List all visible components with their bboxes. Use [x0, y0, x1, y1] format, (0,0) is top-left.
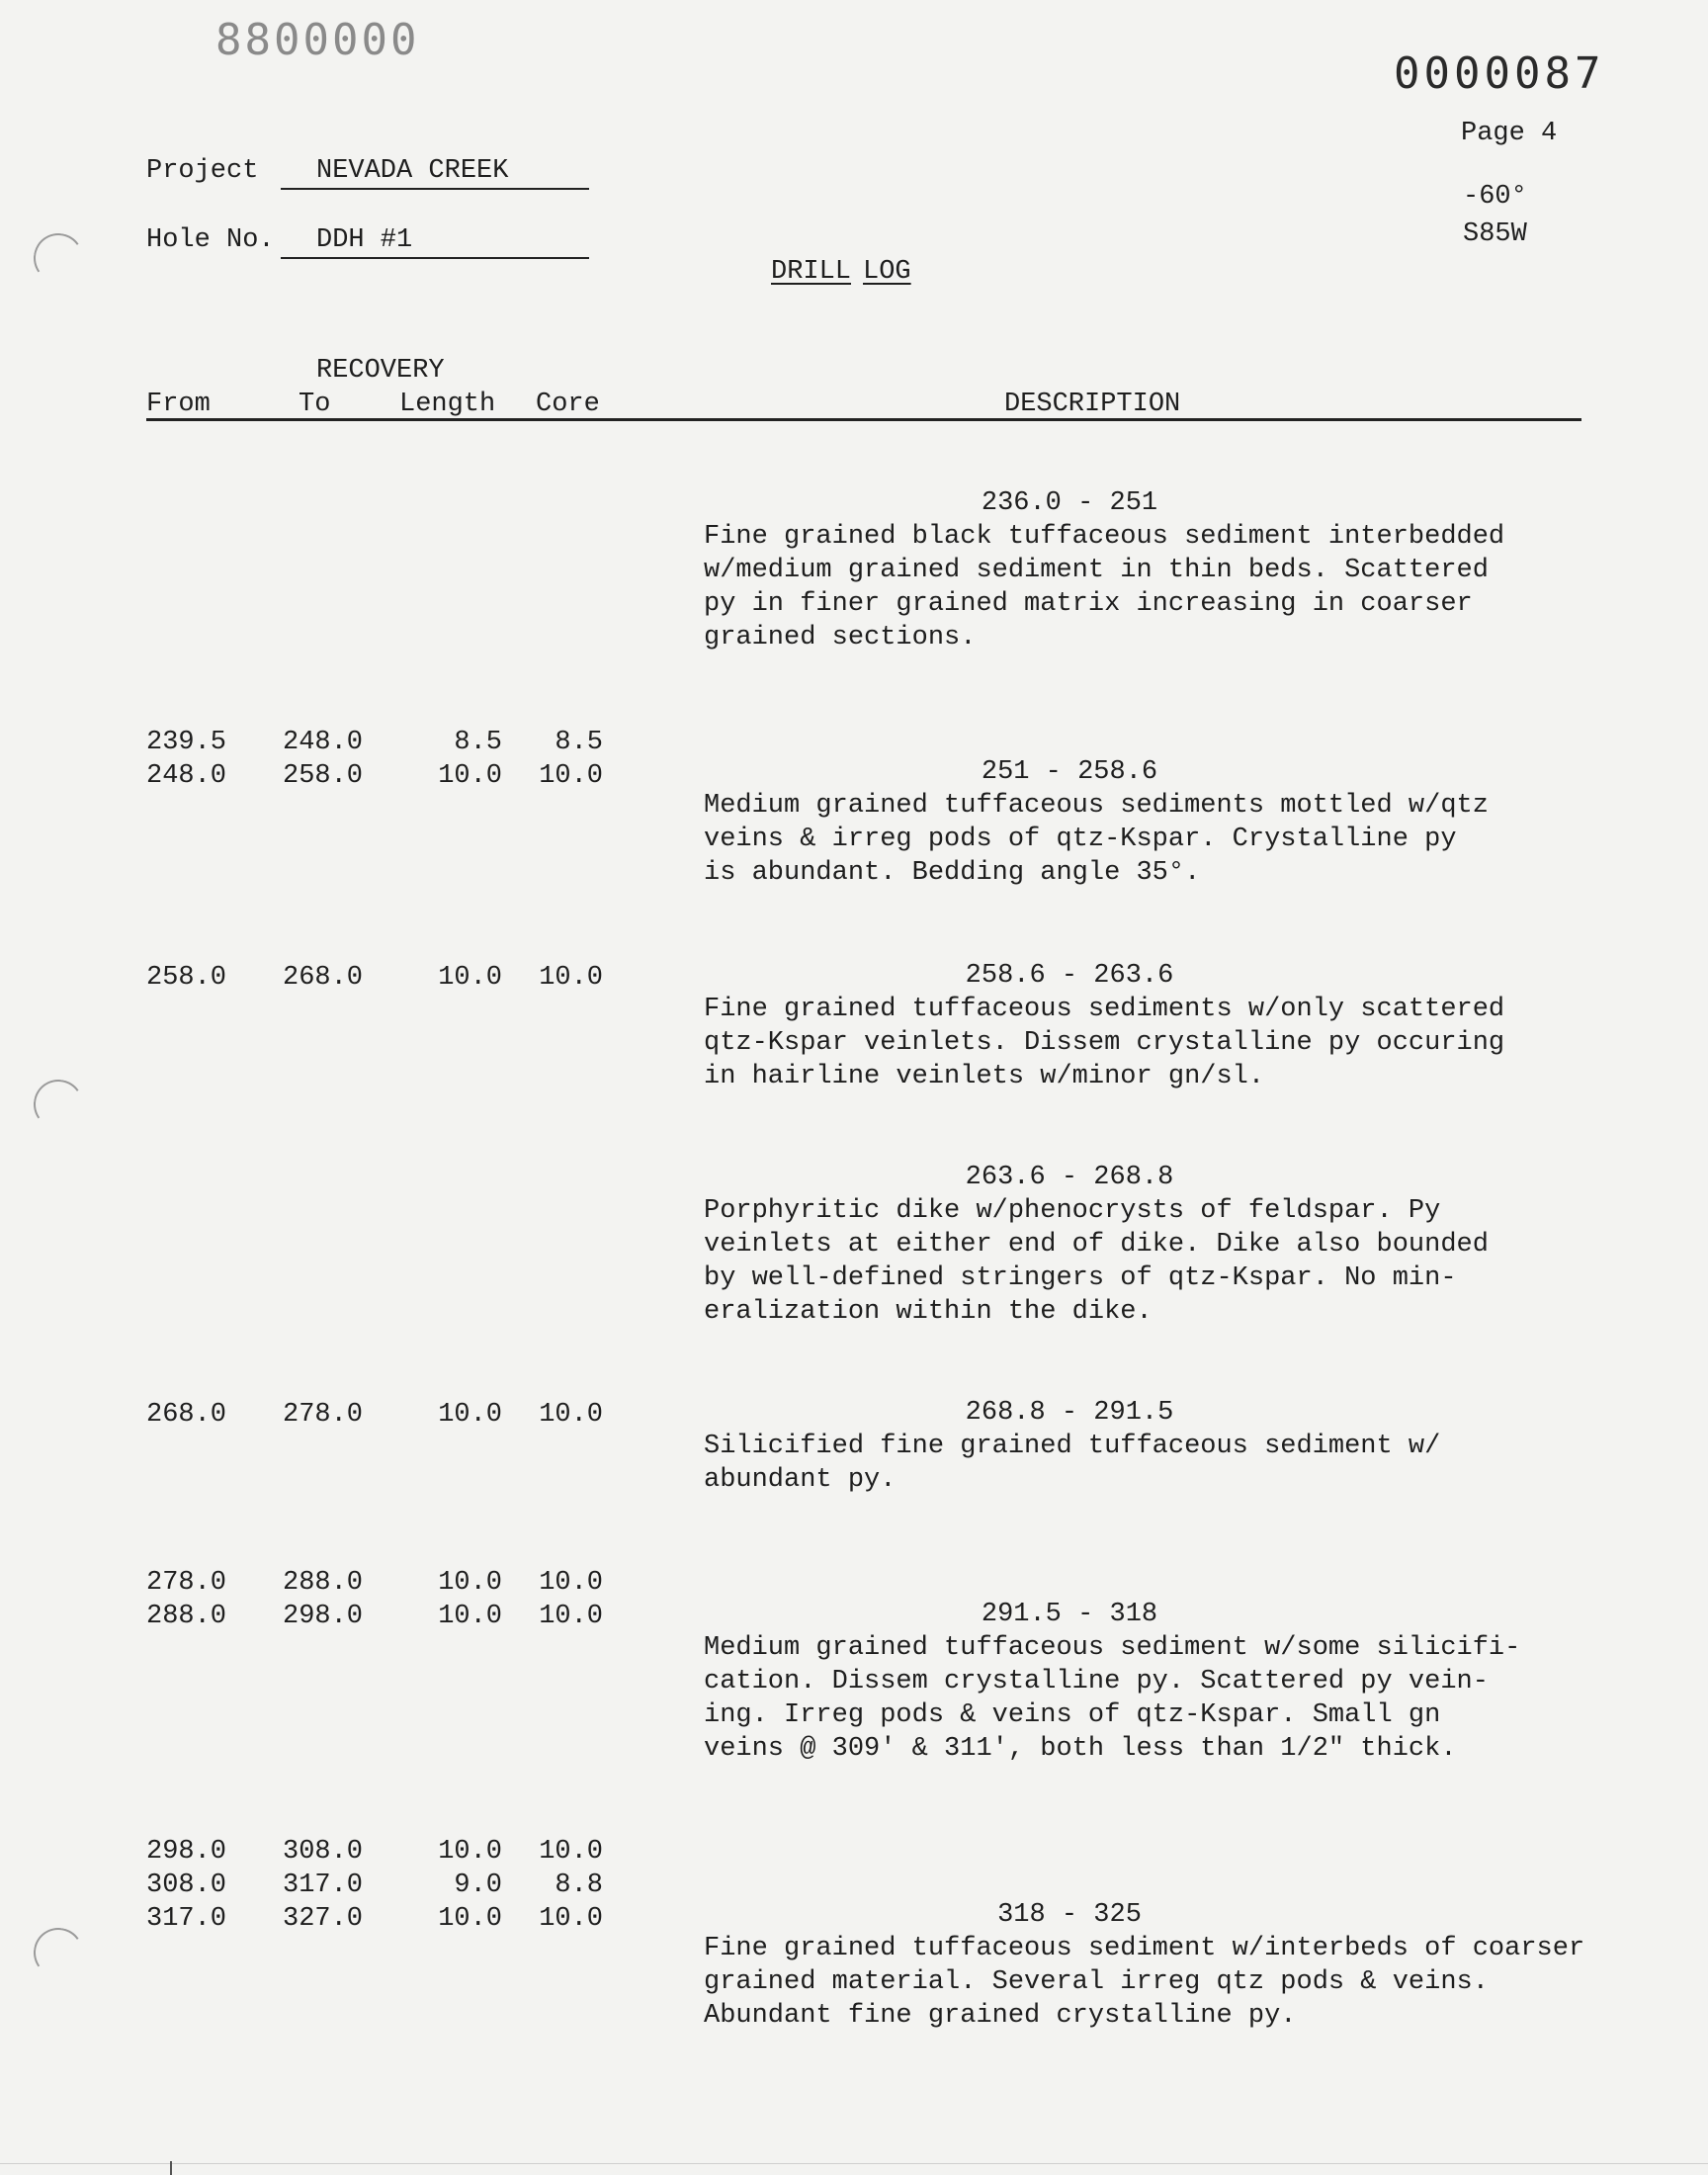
recovery-row — [146, 1398, 621, 1432]
archive-stamp: 8800000 — [215, 15, 420, 65]
description-text: Fine grained black tuffaceous sediment interbedded w/medium grained sediment in thin beds. Scattered py in finer grained matrix increasing in coarser grained sections. — [704, 522, 1505, 652]
column-header-description: DESCRIPTION — [1004, 390, 1181, 419]
description-block — [704, 1396, 1653, 1497]
core-cell: 10.0 — [539, 761, 603, 791]
length-cell: 10.0 — [438, 1400, 502, 1430]
depth-range: 268.8 - 291.5 — [965, 1398, 1174, 1428]
description-block — [704, 1161, 1653, 1329]
title-word-log: LOG — [863, 257, 911, 287]
project-value: NEVADA CREEK — [281, 154, 589, 190]
hole-bearing: S85W — [1463, 219, 1527, 249]
from-cell: 258.0 — [146, 963, 227, 993]
description-block — [704, 755, 1653, 890]
from-cell: 317.0 — [146, 1904, 227, 1934]
length-cell: 10.0 — [438, 1568, 502, 1598]
binder-hole — [30, 229, 87, 287]
hole-number-label: Hole No. — [146, 225, 275, 255]
recovery-row — [146, 961, 621, 995]
core-cell: 8.8 — [555, 1870, 603, 1900]
description-text: Medium grained tuffaceous sediment w/some silicifi- cation. Dissem crystalline py. Scattered py vein- ing. Irreg pods & veins of qtz-Kspar. Small gn veins @ 309' & 311', both less than 1/2" thick. — [704, 1633, 1521, 1764]
description-block — [704, 1598, 1653, 1766]
page-bottom-edge — [0, 2163, 1708, 2164]
document-title — [771, 255, 923, 289]
description-block — [704, 486, 1653, 654]
depth-range: 258.6 - 263.6 — [965, 961, 1174, 991]
core-cell: 10.0 — [539, 1602, 603, 1631]
from-cell: 298.0 — [146, 1837, 227, 1867]
core-cell: 10.0 — [539, 963, 603, 993]
from-cell: 288.0 — [146, 1602, 227, 1631]
to-cell: 258.0 — [283, 761, 364, 791]
description-block — [704, 959, 1653, 1093]
description-text: Porphyritic dike w/phenocrysts of feldspar. Py veinlets at either end of dike. Dike also bounded by well-defined stringers of qtz-Kspar. No min- eralization within the dike. — [704, 1196, 1489, 1327]
column-header-length: Length — [399, 390, 496, 419]
core-cell: 10.0 — [539, 1837, 603, 1867]
document-number-stamp: 0000087 — [1394, 48, 1605, 99]
length-cell: 10.0 — [438, 1602, 502, 1631]
hole-angle: -60° — [1463, 182, 1527, 212]
from-cell: 248.0 — [146, 761, 227, 791]
description-text: Fine grained tuffaceous sediments w/only scattered qtz-Kspar veinlets. Dissem crystalline py occuring in hairline veinlets w/minor gn/sl. — [704, 995, 1505, 1091]
depth-range: 236.0 - 251 — [981, 488, 1158, 518]
depth-range: 318 - 325 — [997, 1900, 1142, 1930]
column-group-recovery: RECOVERY — [316, 356, 445, 386]
length-cell: 10.0 — [438, 963, 502, 993]
length-cell: 9.0 — [454, 1870, 502, 1900]
title-word-drill: DRILL — [771, 257, 852, 287]
to-cell: 327.0 — [283, 1904, 364, 1934]
to-cell: 248.0 — [283, 728, 364, 757]
binder-hole — [30, 1924, 87, 1981]
recovery-row — [146, 1869, 621, 1902]
to-cell: 288.0 — [283, 1568, 364, 1598]
from-cell: 278.0 — [146, 1568, 227, 1598]
column-header-to: To — [299, 390, 331, 419]
depth-range: 263.6 - 268.8 — [965, 1163, 1174, 1192]
binder-hole — [30, 1076, 87, 1133]
to-cell: 268.0 — [283, 963, 364, 993]
from-cell: 268.0 — [146, 1400, 227, 1430]
recovery-row — [146, 726, 621, 759]
core-cell: 10.0 — [539, 1904, 603, 1934]
depth-range: 291.5 - 318 — [981, 1600, 1158, 1629]
from-cell: 308.0 — [146, 1870, 227, 1900]
to-cell: 278.0 — [283, 1400, 364, 1430]
edge-mark — [170, 2161, 172, 2175]
description-text: Silicified fine grained tuffaceous sediment w/ abundant py. — [704, 1432, 1441, 1495]
recovery-row — [146, 1835, 621, 1869]
length-cell: 10.0 — [438, 1837, 502, 1867]
project-label: Project — [146, 156, 259, 186]
to-cell: 298.0 — [283, 1602, 364, 1631]
column-header-core: Core — [536, 390, 600, 419]
column-header-from: From — [146, 390, 211, 419]
description-text: Fine grained tuffaceous sediment w/interbeds of coarser grained material. Several irreg qtz pods & veins. Abundant fine grained crystalline py. — [704, 1934, 1585, 2031]
header-rule — [146, 418, 1581, 421]
core-cell: 10.0 — [539, 1400, 603, 1430]
length-cell: 10.0 — [438, 1904, 502, 1934]
recovery-row — [146, 759, 621, 793]
core-cell: 8.5 — [555, 728, 603, 757]
length-cell: 8.5 — [454, 728, 502, 757]
recovery-row — [146, 1566, 621, 1600]
description-text: Medium grained tuffaceous sediments mottled w/qtz veins & irreg pods of qtz-Kspar. Crystalline py is abundant. Bedding angle 35°. — [704, 791, 1489, 888]
recovery-row — [146, 1902, 621, 1936]
description-block — [704, 1898, 1653, 2033]
to-cell: 317.0 — [283, 1870, 364, 1900]
to-cell: 308.0 — [283, 1837, 364, 1867]
depth-range: 251 - 258.6 — [981, 757, 1158, 787]
recovery-row — [146, 1600, 621, 1633]
length-cell: 10.0 — [438, 761, 502, 791]
core-cell: 10.0 — [539, 1568, 603, 1598]
from-cell: 239.5 — [146, 728, 227, 757]
hole-number-value: DDH #1 — [281, 223, 589, 259]
page-number: Page 4 — [1461, 119, 1558, 148]
